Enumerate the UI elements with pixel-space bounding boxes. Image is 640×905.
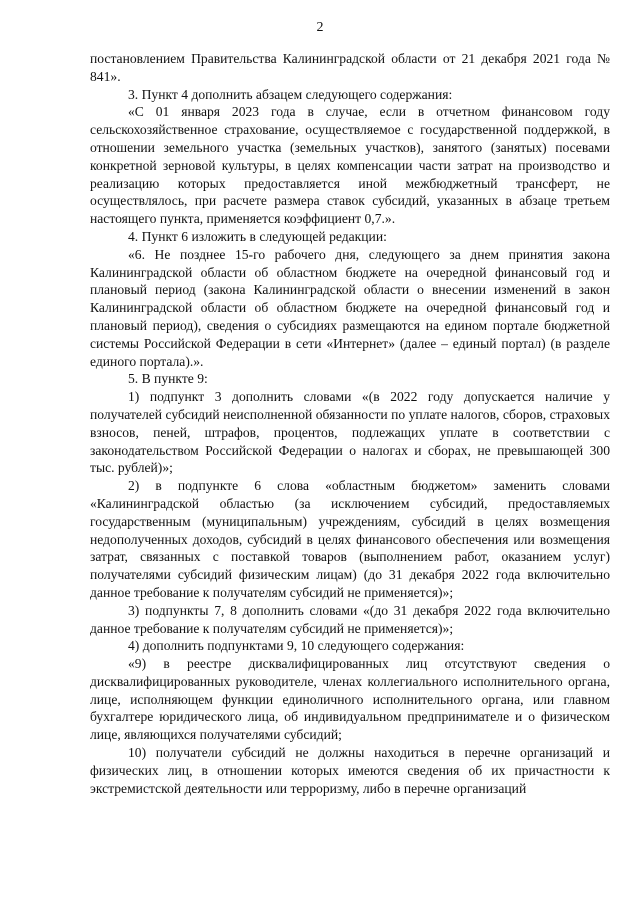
paragraph-subitem-2: 2) в подпункте 6 слова «областным бюджетом» заменить словами «Калининградской областью (за исключением субсидий, предоставляемых государственным (муниципальным) учреждениям, субсидий в целях возмещения недополученных доходов, субсидий в целях финансового обеспечения или возмещения затрат, связанных с поставкой товаров (выполнением работ, оказанием услуг) получателями субсидий физическим лицам) (до 31 декабря 2022 года включительно данное требование к получателям субсидий не применяется)»; [90,478,610,600]
paragraph-item-4: 4. Пункт 6 изложить в следующей редакции: [128,228,387,244]
paragraph-subitem-1: 1) подпункт 3 дополнить словами «(в 2022 году допускается наличие у получателей субсидий неисполненной обязанности по уплате налогов, сборов, страховых взносов, пеней, штрафов, процентов, подлежащих уплате в соответствии с законодательством Российской Федерации о налогах и сборах, не превышающей 300 тыс. рублей)»; [90,389,610,476]
paragraph-quote-subitem-9: «9) в реестре дисквалифицированных лиц отсутствуют сведения о дисквалифицированных руководителе, членах коллегиального исполнительного органа, лице, исполняющем функции единоличного исполнительного органа, или главном бухгалтере юридического лица, об индивидуальном предпринимателе и о физическом лице, являющихся получателями субсидий; [90,656,610,743]
document-body [90,50,610,797]
paragraph-item-5: 5. В пункте 9: [128,371,208,387]
page-number: 2 [316,20,324,35]
paragraph-subitem-10: 10) получатели субсидий не должны находиться в перечне организаций и физических лиц, в отношении которых имеются сведения об их причастности к экстремистской деятельности или терроризму, либо в перечне организаций [90,745,610,796]
paragraph-subitem-4: 4) дополнить подпунктами 9, 10 следующего содержания: [128,638,465,654]
paragraph-quote-2023: «С 01 января 2023 года в случае, если в отчетном финансовом году сельскохозяйственное страхование, осуществляемое с государственной поддержкой, в отношении земельного участка (земельных участков), занятого (занятых) посевами конкретной зерновой культуры, в целях компенсации части затрат на производство и реализацию которых предоставляется иной межбюджетный трансферт, не осуществлялось, при расчете размера ставок субсидий, указанных в абзаце третьем настоящего пункта, применяется коэффициент 0,7.». [90,104,610,227]
paragraph-subitem-3: 3) подпункты 7, 8 дополнить словами «(до 31 декабря 2022 года включительно данное требование к получателям субсидий не применяется)»; [90,602,610,636]
paragraph-item-3: 3. Пункт 4 дополнить абзацем следующего содержания: [128,86,453,102]
paragraph-continuation: постановлением Правительства Калининградской области от 21 декабря 2021 года № 841». [90,51,610,84]
paragraph-quote-point-6: «6. Не позднее 15-го рабочего дня, следующего за днем принятия закона Калининградской области об областном бюджете на очередной финансовый год и плановый период (закона Калининградской области о внесении изменений в закон Калининградской области об областном бюджете на очередной финансовый год и плановый период), сведения о субсидиях размещаются на едином портале бюджетной системы Российской Федерации в сети «Интернет» (далее – единый портал) (в разделе единого портала).». [90,246,610,369]
